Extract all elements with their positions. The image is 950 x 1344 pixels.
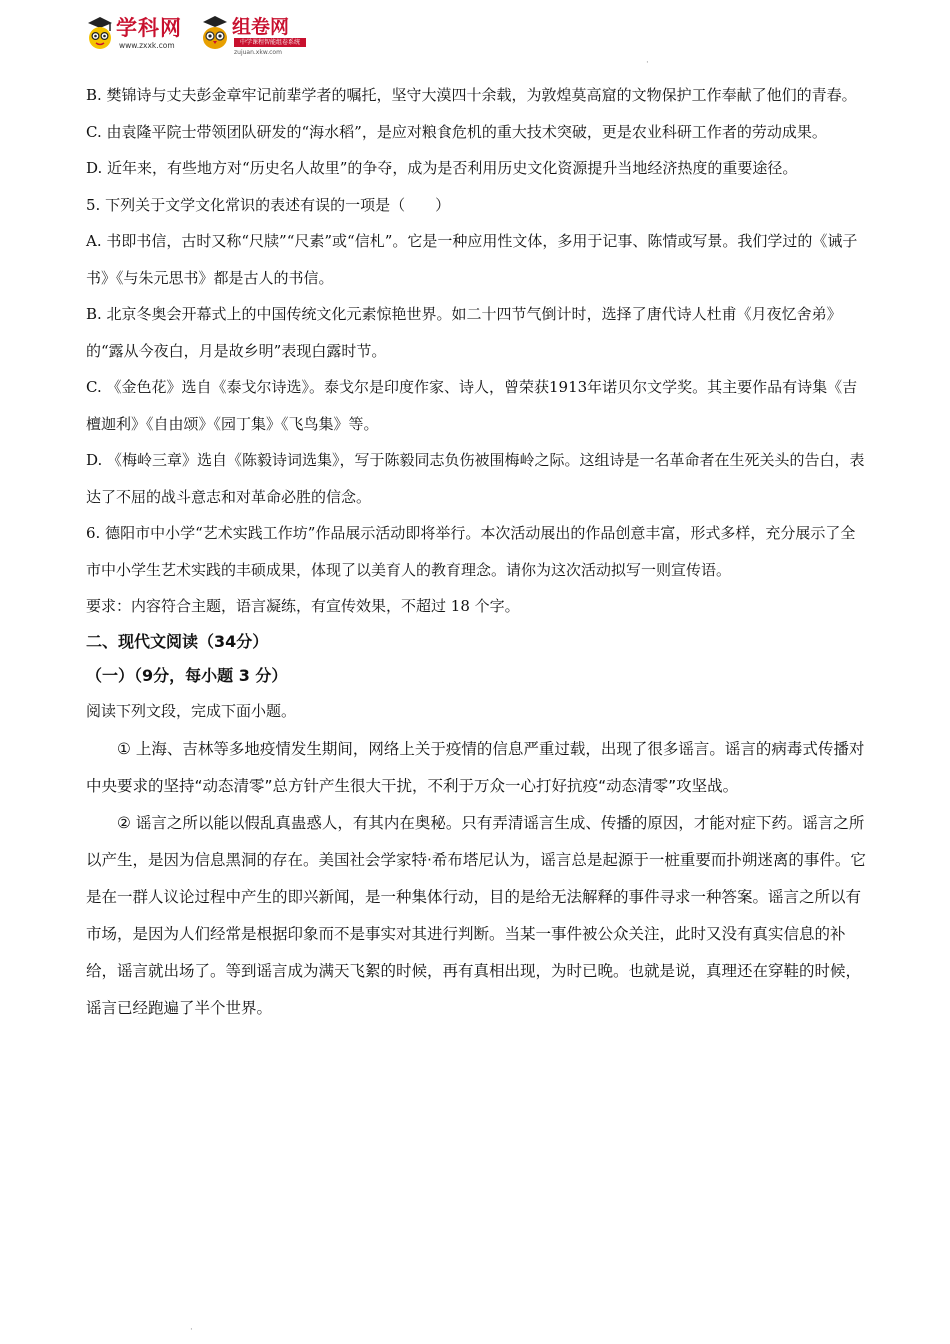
page-header — [86, 12, 316, 54]
zujuan-logo-url: zujuan.xkw.com — [234, 49, 282, 56]
question-6-stem: 6. 德阳市中小学“艺术实践工作坊”作品展示活动即将举行。本次活动展出的作品创意丰富，形式多样，充分展示了全市中小学生艺术实践的丰硕成果，体现了以美育人的教育理念。请你为这次活动拟写一则宣传语。 — [86, 524, 856, 579]
subsection-title: （一）（9分，每小题 3 分） — [86, 665, 288, 685]
article-paragraph-2: ② 谣言之所以能以假乱真蛊惑人，有其内在奥秘。只有弄清谣言生成、传播的原因，才能对症下药。谣言之所以产生，是因为信息黑洞的存在。美国社会学家特·希布塔尼认为，谣言总是起源于一桩重要而扑朔迷离的事件。它是在一群人议论过程中产生的即兴新闻，是一种集体行动，目的是给无法解释的事件寻求一种答案。谣言之所以有市场，是因为人们经常是根据印象而不是事实对其进行判断。当某一事件被公众关注，此时又没有真实信息的补给，谣言就出场了。等到谣言成为满天飞絮的时候，再有真相出现，为时已晚。也就是说，真理还在穿鞋的时候，谣言已经跑遍了半个世界。 — [86, 814, 866, 1017]
reading-instruction: 阅读下列文段，完成下面小题。 — [86, 701, 297, 720]
option-5a: A. 书即书信，古时又称“尺牍”“尺素”或“信札”。它是一种应用性文体，多用于记事、陈情或写景。我们学过的《诫子书》《与朱元思书》都是古人的书信。 — [86, 232, 858, 287]
zujuan-logo-tagline: 中学课程智能组卷系统 — [234, 38, 306, 47]
option-4c: C. 由袁隆平院士带领团队研发的“海水稻”，是应对粮食危机的重大技术突破，更是农业科研工作者的劳动成果。 — [86, 122, 827, 141]
page-content — [86, 77, 866, 1027]
option-5d: D. 《梅岭三章》选自《陈毅诗词选集》，写于陈毅同志负伤被围梅岭之际。这组诗是一名革命者在生死关头的告白，表达了不屈的战斗意志和对革命必胜的信念。 — [86, 451, 865, 506]
xueke-logo-url: www.zxxk.com — [119, 41, 175, 50]
xueke-logo-text: 学科网 — [116, 16, 182, 40]
graduate-mascot-icon — [86, 14, 114, 50]
page-mark-top: · — [646, 58, 649, 68]
zujuan-logo-text: 组卷网 — [232, 16, 290, 38]
article-paragraph-1: ① 上海、吉林等多地疫情发生期间，网络上关于疫情的信息严重过载，出现了很多谣言。谣言的病毒式传播对中央要求的坚持“动态清零”总方针产生很大干扰，不利于万众一心打好抗疫“动态清零”攻坚战。 — [86, 740, 865, 795]
option-4d: D. 近年来，有些地方对“历史名人故里”的争夺，成为是否利用历史文化资源提升当地经济热度的重要途径。 — [86, 159, 798, 177]
option-4b: B. 樊锦诗与丈夫彭金章牢记前辈学者的嘱托，坚守大漠四十余载，为敦煌莫高窟的文物保护工作奉献了他们的青春。 — [86, 86, 857, 104]
option-5b: B. 北京冬奥会开幕式上的中国传统文化元素惊艳世界。如二十四节气倒计时，选择了唐代诗人杜甫《月夜忆舍弟》的“露从今夜白，月是故乡明”表现白露时节。 — [86, 305, 842, 360]
page-mark-bottom: · — [190, 1325, 193, 1335]
section-title: 二、现代文阅读（34分） — [86, 631, 269, 651]
owl-mascot-icon — [200, 14, 230, 50]
option-5c: C. 《金色花》选自《泰戈尔诗选》。泰戈尔是印度作家、诗人，曾荣获1913年诺贝尔文学奖。其主要作品有诗集《吉檀迦利》《自由颂》《园丁集》《飞鸟集》等。 — [86, 378, 858, 433]
question-6-requirement: 要求：内容符合主题，语言凝练，有宣传效果，不超过 18 个字。 — [86, 597, 520, 615]
question-5-stem: 5. 下列关于文学文化常识的表述有误的一项是（ ） — [86, 195, 451, 214]
